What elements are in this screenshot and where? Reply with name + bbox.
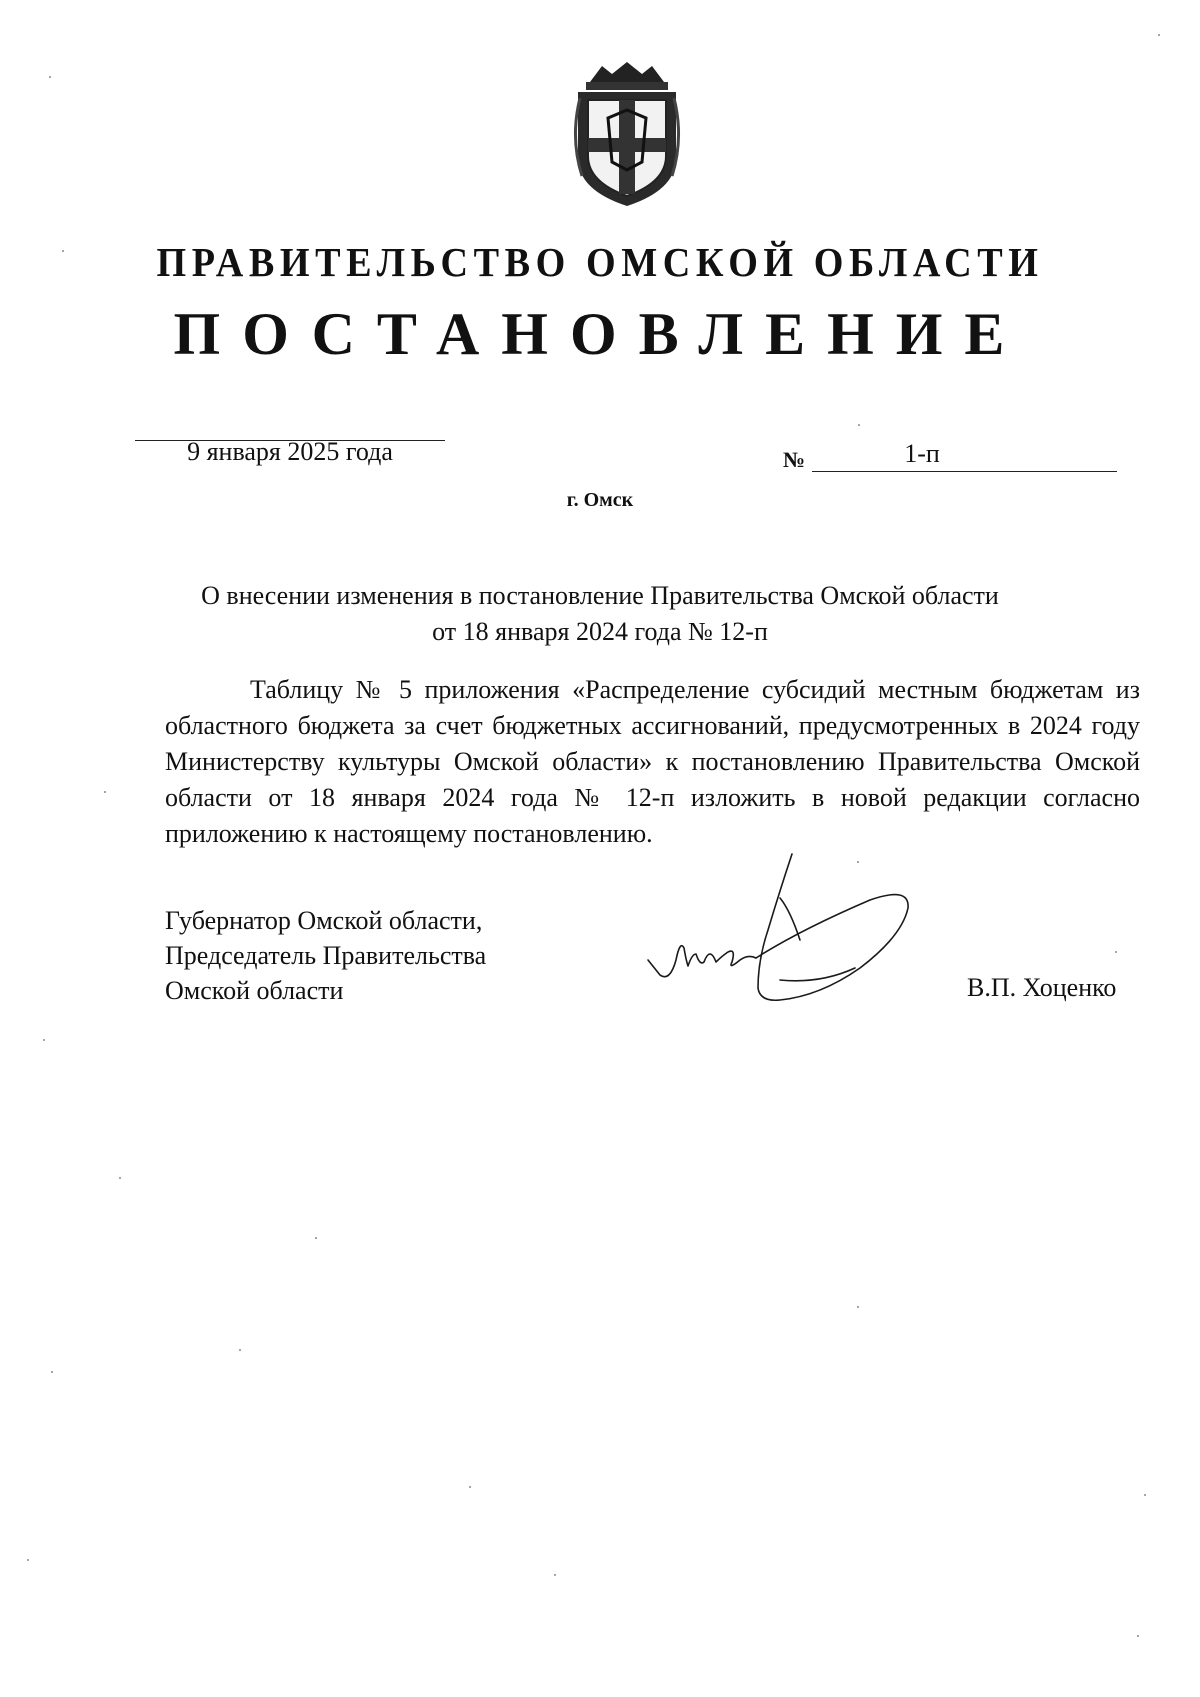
- document-number: 1-п: [904, 439, 940, 468]
- position-line-1: Губернатор Омской области,: [165, 906, 483, 935]
- number-underline: [812, 471, 1117, 472]
- coat-of-arms-icon: [568, 58, 686, 210]
- city: г. Омск: [566, 489, 634, 511]
- body-paragraph: Таблицу № 5 приложения «Распределение субсидий местным бюджетам из областного бюджета за счет бюджетных ассигнований, предусмотренных в 2024 году Министерству культуры Омской области» к постановлению Правительства Омской области от 18 января 2024 года № 12-п изложить в новой редакции согласно приложению к настоящему постановлению.: [165, 675, 1140, 848]
- government-title: ПРАВИТЕЛЬСТВО ОМСКОЙ ОБЛАСТИ: [156, 239, 1044, 285]
- handwritten-signature: [640, 850, 970, 1020]
- number-sign: №: [783, 447, 806, 472]
- document-subject: [160, 578, 1040, 650]
- position-line-2: Председатель Правительства: [165, 941, 487, 970]
- signer-position: [165, 903, 486, 1008]
- document-type-heading: ПОСТАНОВЛЕНИЕ: [173, 301, 1027, 367]
- subject-line-2: от 18 января 2024 года № 12-п: [432, 617, 768, 646]
- document-date: 9 января 2025 года: [187, 437, 393, 466]
- subject-line-1: О внесении изменения в постановление Правительства Омской области: [201, 581, 999, 610]
- position-line-3: Омской области: [165, 976, 344, 1005]
- signer-name: В.П. Хоценко: [967, 973, 1117, 1002]
